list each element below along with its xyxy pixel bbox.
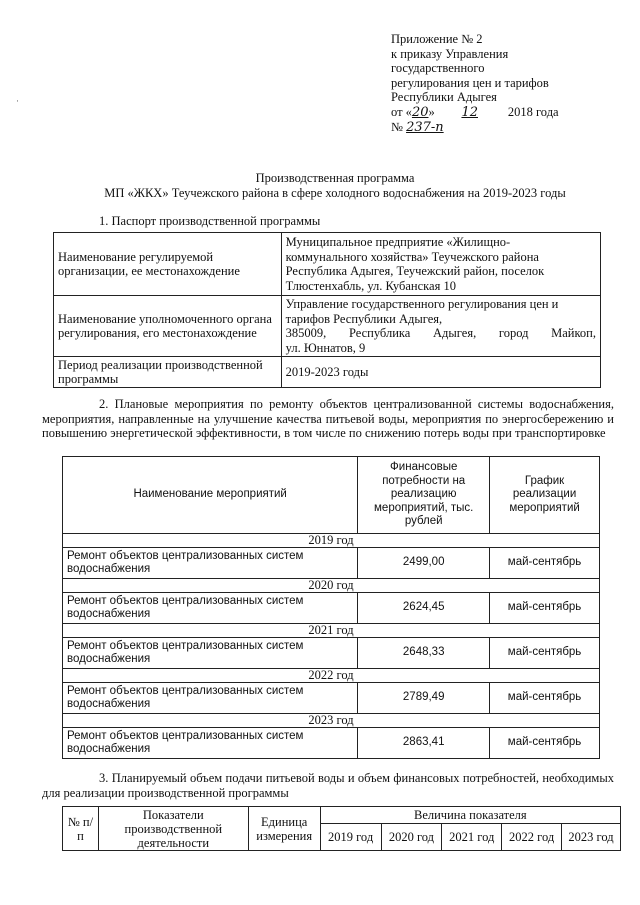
date-day: 20 [411, 104, 429, 120]
measure-schedule: май-сентябрь [490, 593, 600, 624]
table-row [54, 357, 601, 388]
measure-amount: 2789,49 [358, 683, 490, 714]
header-indicator: Показатели производственной деятельности [98, 807, 248, 851]
header-schedule: График реализации мероприятий [490, 457, 600, 534]
table-row [63, 728, 600, 759]
measure-schedule: май-сентябрь [490, 548, 600, 579]
table-row [63, 548, 600, 579]
table-row [63, 683, 600, 714]
year-label: 2023 год [63, 714, 600, 728]
header-year: 2022 год [502, 824, 562, 851]
date-prefix: от « [391, 104, 412, 119]
measure-name: Ремонт объектов централизованных систем водоснабжения [63, 683, 358, 714]
number-value: 237-п [406, 120, 444, 135]
appendix-number [391, 120, 631, 136]
section2-heading: 2. Плановые мероприятия по ремонту объектов централизованной системы водоснабжения, мероприятия, направленные на улучшение качества питьевой воды, мероприятия по энергосбережению и повышению энергетической эффективности, в том числе по снижению потерь воды при транспортировке [42, 397, 614, 440]
measure-schedule: май-сентябрь [490, 728, 600, 759]
table-row [63, 638, 600, 669]
value-line: Республика Адыгея, Теучежский район, поселок [285, 264, 545, 278]
measure-amount: 2863,41 [358, 728, 490, 759]
value-line: Управление государственного регулирования цен и [285, 297, 559, 311]
header-year: 2019 год [320, 824, 381, 851]
appendix-date [391, 105, 631, 121]
measure-name: Ремонт объектов централизованных систем водоснабжения [63, 593, 358, 624]
passport-table [53, 232, 601, 388]
passport-label: Наименование регулируемой организации, ее местонахождение [54, 233, 282, 296]
year-row [63, 579, 600, 593]
header-name: Наименование мероприятий [63, 457, 358, 534]
measures-table [62, 456, 600, 759]
year-label: 2019 год [63, 534, 600, 548]
table-row [54, 296, 601, 357]
year-label: 2020 год [63, 579, 600, 593]
table-header-row [63, 457, 600, 534]
year-row [63, 714, 600, 728]
year-row [63, 624, 600, 638]
appendix-line: Приложение № 2 [391, 32, 483, 46]
value-line: 2019-2023 годы [285, 364, 369, 379]
value-line: Тлюстенхабль, ул. Кубанская 10 [285, 278, 456, 293]
value-line: тарифов Республики Адыгея, [285, 311, 443, 326]
measure-name: Ремонт объектов централизованных систем водоснабжения [63, 638, 358, 669]
date-mid: » [428, 104, 435, 119]
appendix-line: к приказу Управления [391, 46, 509, 61]
number-prefix: № [391, 120, 403, 134]
measure-amount: 2648,33 [358, 638, 490, 669]
value-line: ул. Юннатов, 9 [285, 340, 366, 355]
measure-amount: 2624,45 [358, 593, 490, 624]
section3-heading: 3. Планируемый объем подачи питьевой воды и объем финансовых потребностей, необходимых для реализации производственной программы [42, 771, 614, 800]
year-label: 2021 год [63, 624, 600, 638]
passport-value [281, 233, 600, 296]
passport-value [281, 296, 600, 357]
value-line: коммунального хозяйства» Теучежского района [285, 249, 539, 264]
year-row [63, 669, 600, 683]
measure-amount: 2499,00 [358, 548, 490, 579]
header-finance: Финансовые потребности на реализацию мероприятий, тыс. рублей [358, 457, 490, 534]
year-row [63, 534, 600, 548]
value-line: Муниципальное предприятие «Жилищно- [285, 235, 511, 249]
measure-schedule: май-сентябрь [490, 683, 600, 714]
scan-speck: · [16, 96, 19, 106]
passport-label: Наименование уполномоченного органа регулирования, его местонахождение [54, 296, 282, 357]
appendix-line: Республики Адыгея [391, 90, 497, 104]
measure-name: Ремонт объектов централизованных систем водоснабжения [63, 728, 358, 759]
measure-name: Ремонт объектов централизованных систем водоснабжения [63, 548, 358, 579]
header-year: 2021 год [442, 824, 502, 851]
header-value-group: Величина показателя [320, 807, 620, 824]
header-num: № п/п [63, 807, 99, 851]
appendix-line: государственного [391, 61, 485, 75]
header-year: 2020 год [381, 824, 442, 851]
page-subtitle: МП «ЖКХ» Теучежского района в сфере холодного водоснабжения на 2019-2023 годы [104, 186, 566, 200]
header-year: 2023 год [562, 824, 621, 851]
header-unit: Единица измерения [248, 807, 320, 851]
measure-schedule: май-сентябрь [490, 638, 600, 669]
passport-label: Период реализации производственной программы [54, 357, 282, 388]
passport-value [281, 357, 600, 388]
page-title: Производственная программа [255, 171, 415, 185]
value-line: 385009, Республика Адыгея, город Майкоп, [285, 326, 596, 340]
appendix-line: регулирования цен и тарифов [391, 75, 549, 90]
table-header-row [63, 807, 621, 824]
section1-heading: 1. Паспорт производственной программы [99, 214, 321, 228]
date-month-field [435, 105, 505, 121]
table-row [63, 593, 600, 624]
date-suffix: 2018 года [507, 104, 559, 119]
appendix-block [391, 32, 631, 136]
year-label: 2022 год [63, 669, 600, 683]
table-row [54, 233, 601, 296]
date-month: 12 [461, 104, 478, 120]
indicators-table [62, 806, 621, 851]
